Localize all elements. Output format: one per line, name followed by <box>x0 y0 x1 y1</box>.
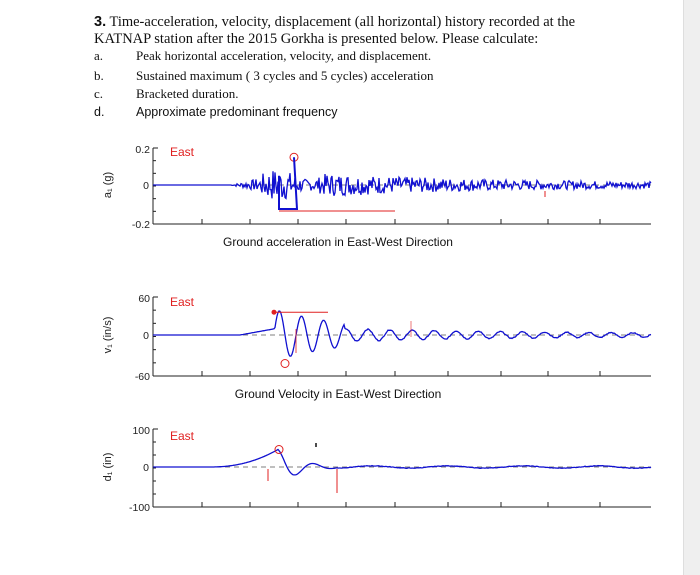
y-axis-label: d₁ (in) <box>102 452 114 482</box>
y-axis-label: a₁ (g) <box>102 171 114 199</box>
y-tick-label: -0.2 <box>131 219 150 231</box>
legend-label: East <box>170 295 195 309</box>
legend-label: East <box>170 145 195 159</box>
y-tick-label: 0 <box>143 330 149 342</box>
peak-marker <box>275 446 283 454</box>
series-line <box>153 450 651 475</box>
series-line <box>153 311 651 356</box>
item-text: Peak horizontal acceleration, velocity, and displacement. <box>136 48 432 63</box>
item-text: Bracketed duration. <box>136 86 239 101</box>
item-letter: a. <box>94 48 104 63</box>
peak-marker <box>272 310 277 315</box>
min-marker <box>281 360 289 368</box>
y-tick-label: 100 <box>132 425 150 437</box>
item-letter: d. <box>94 105 105 119</box>
y-tick-label: 0 <box>143 462 149 474</box>
item-text: Approximate predominant frequency <box>136 105 338 119</box>
item-letter: b. <box>94 68 104 83</box>
legend-label: East <box>170 429 195 443</box>
chart-title: Ground Velocity in East-West Direction <box>234 387 442 401</box>
item-letter: c. <box>94 86 104 101</box>
y-tick-label: -100 <box>128 502 150 514</box>
item-text: Sustained maximum ( 3 cycles and 5 cycles) acceleration <box>136 68 434 83</box>
question-text: Time-acceleration, velocity, displacement (all horizontal) history recorded at the KATNAP station after the 2015 Gorkha is presented below. Please calculate: <box>94 14 576 47</box>
y-tick-label: 0.2 <box>135 144 150 156</box>
y-tick-label: -60 <box>134 371 150 383</box>
y-tick-label: 60 <box>138 293 150 305</box>
y-axis-label: v₁ (in/s) <box>102 316 114 354</box>
question-number: 3. <box>94 14 107 30</box>
series-line <box>153 171 651 198</box>
y-tick-label: 0 <box>143 180 149 192</box>
chart-title: Ground acceleration in East-West Direction <box>223 235 453 249</box>
